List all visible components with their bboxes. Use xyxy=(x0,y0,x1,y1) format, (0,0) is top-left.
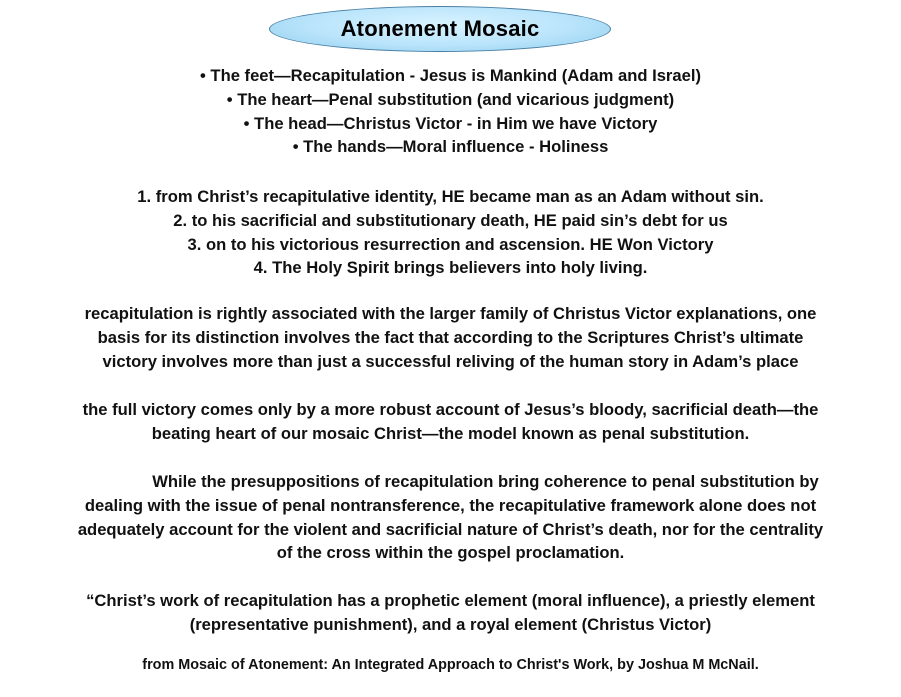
bullet-item-hands: • The hands—Moral influence - Holiness xyxy=(292,137,609,157)
numbered-item-4: 4. The Holy Spirit brings believers into holy living. xyxy=(253,258,648,278)
paragraph-line: dealing with the issue of penal nontransference, the recapitulative framework alone does not xyxy=(84,495,817,515)
paragraph-line: victory involves more than just a successful reliving of the human story in Adam’s place xyxy=(102,351,799,371)
paragraph-line: recapitulation is rightly associated with the larger family of Christus Victor explanations, one xyxy=(84,304,817,323)
bullet-item-head: • The head—Christus Victor - in Him we have Victory xyxy=(243,113,658,133)
bullet-item-feet: • The feet—Recapitulation - Jesus is Mankind (Adam and Israel) xyxy=(200,66,701,85)
paragraph-line: of the cross within the gospel proclamation. xyxy=(276,543,625,563)
paragraph-presuppositions xyxy=(0,470,901,565)
paragraph-full-victory xyxy=(0,398,901,446)
numbered-list xyxy=(0,185,901,280)
quote-block xyxy=(0,589,901,637)
paragraph-line: While the presuppositions of recapitulation bring coherence to penal substitution by xyxy=(152,472,819,491)
page-title: Atonement Mosaic xyxy=(340,16,540,41)
numbered-item-1: 1. from Christ’s recapitulative identity, HE became man as an Adam without sin. xyxy=(137,187,764,206)
quote-line: (representative punishment), and a royal element (Christus Victor) xyxy=(189,614,712,634)
source-citation: from Mosaic of Atonement: An Integrated Approach to Christ's Work, by Joshua M McNail. xyxy=(142,657,759,673)
numbered-item-3: 3. on to his victorious resurrection and ascension. HE Won Victory xyxy=(187,234,714,254)
bullet-item-heart: • The heart—Penal substitution (and vicarious judgment) xyxy=(226,89,675,109)
paragraph-line: the full victory comes only by a more robust account of Jesus’s bloody, sacrificial death—the xyxy=(82,400,819,419)
paragraph-recapitulation xyxy=(0,302,901,373)
numbered-item-2: 2. to his sacrificial and substitutionary death, HE paid sin’s debt for us xyxy=(173,210,728,230)
paragraph-line: beating heart of our mosaic Christ—the model known as penal substitution. xyxy=(151,423,750,443)
bullet-list xyxy=(0,64,901,159)
paragraph-line: adequately account for the violent and sacrificial nature of Christ’s death, nor for the centrality xyxy=(77,519,824,539)
quote-line: “Christ’s work of recapitulation has a prophetic element (moral influence), a priestly element xyxy=(86,591,815,610)
title-banner xyxy=(269,6,611,52)
paragraph-line: basis for its distinction involves the fact that according to the Scriptures Christ’s ultimate xyxy=(97,327,804,347)
